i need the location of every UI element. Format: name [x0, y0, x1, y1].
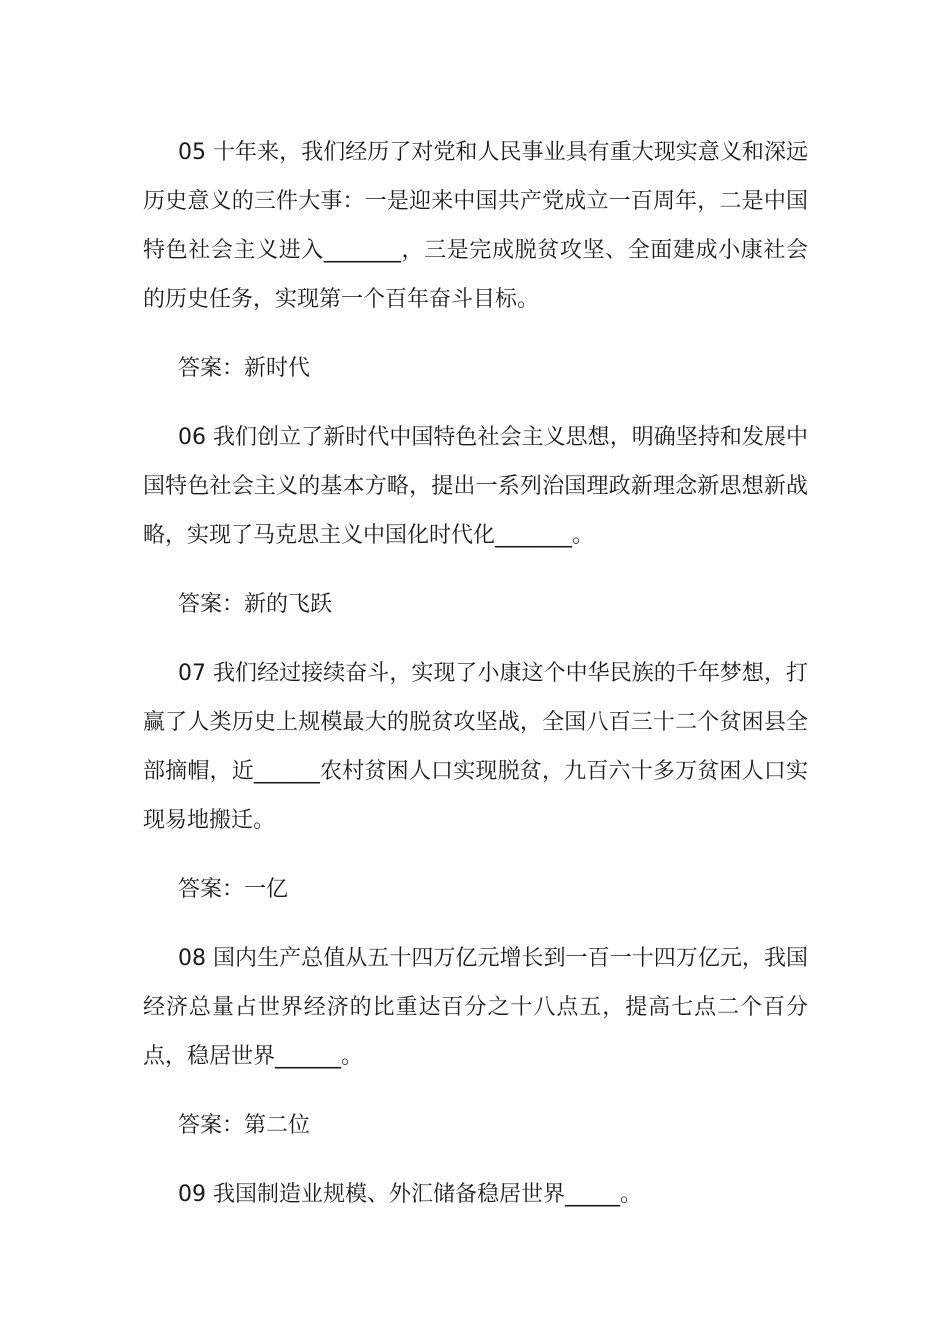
question-07: 07 我们经过接续奋斗，实现了小康这个中华民族的千年梦想，打赢了人类历史上规模最大的脱贫攻坚战，全国八百三十二个贫困县全部摘帽，近______农村贫困人口实现脱贫，九百六十多万贫困人口实现易地搬迁。 — [143, 661, 808, 833]
question-05: 05 十年来，我们经历了对党和人民事业具有重大现实意义和深远历史意义的三件大事：一是迎来中国共产党成立一百周年，二是中国特色社会主义进入_______，三是完成脱贫攻坚、全面建成小康社会的历史任务，实现第一个百年奋斗目标。 — [143, 140, 808, 312]
answer-06: 答案：新的飞跃 — [178, 592, 333, 617]
answer-05: 答案：新时代 — [178, 356, 311, 381]
answer-08: 答案：第二位 — [178, 1113, 311, 1138]
question-08: 08 国内生产总值从五十四万亿元增长到一百一十四万亿元，我国经济总量占世界经济的比重达百分之十八点五，提高七点二个百分点，稳居世界______。 — [143, 946, 808, 1069]
document-body — [143, 128, 808, 1219]
question-09: 09 我国制造业规模、外汇储备稳居世界_____。 — [178, 1182, 642, 1207]
question-06: 06 我们创立了新时代中国特色社会主义思想，明确坚持和发展中国特色社会主义的基本方略，提出一系列治国理政新理念新思想新战略，实现了马克思主义中国化时代化_______。 — [143, 425, 808, 548]
answer-07: 答案：一亿 — [178, 877, 289, 902]
